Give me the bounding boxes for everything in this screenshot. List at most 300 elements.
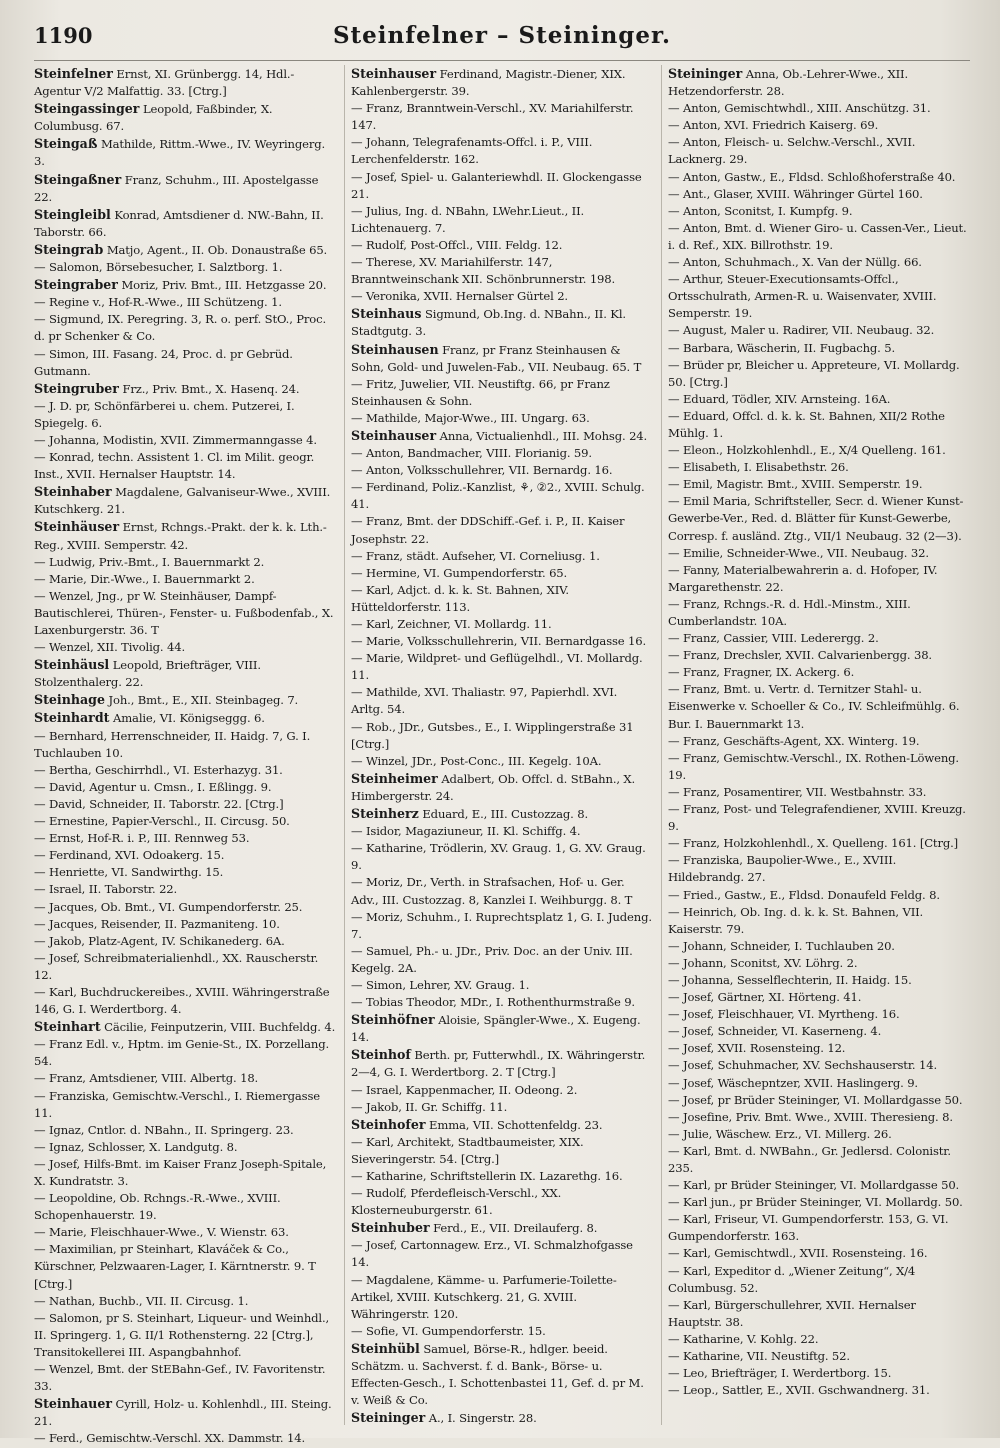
directory-entry <box>351 134 653 168</box>
repeat-dash: — <box>351 909 363 924</box>
entry-text: Franz, Fragner, IX. Ackerg. 6. <box>679 665 855 680</box>
entry-text: Josef, Wäschepntzer, XVII. Haslingerg. 9. <box>679 1075 918 1090</box>
surname: Steinhauser <box>351 427 437 443</box>
directory-entry <box>668 596 970 630</box>
directory-entry <box>34 639 336 656</box>
directory-entry <box>668 1177 970 1194</box>
entry-text: Franz, Schuhm., III. Apostelgasse 22. <box>34 172 319 204</box>
repeat-dash: — <box>668 1246 680 1261</box>
entry-text: Emil, Magistr. Bmt., XVIII. Semperstr. 19. <box>679 477 923 492</box>
repeat-dash: — <box>351 289 363 304</box>
entry-text: Konrad, techn. Assistent 1. Cl. im Milit. geogr. Inst., XVII. Hernalser Hauptstr. 14. <box>34 450 315 482</box>
entry-text: Ignaz, Schlosser, X. Landgutg. 8. <box>45 1139 238 1154</box>
entry-text: Anton, Bandmacher, VIII. Florianig. 59. <box>362 446 592 461</box>
directory-entry <box>34 656 336 691</box>
entry-text: Konrad, Amtsdiener d. NW.-Bahn, II. Taborstr. 66. <box>34 207 324 239</box>
entry-text: Josef, Fleischhauer, VI. Myrtheng. 16. <box>679 1007 900 1022</box>
repeat-dash: — <box>351 169 363 184</box>
repeat-dash: — <box>668 938 680 953</box>
directory-entry <box>351 565 653 582</box>
directory-entry <box>34 135 336 170</box>
entry-text: Josefine, Priv. Bmt. Wwe., XVIII. Theresieng. 8. <box>679 1109 953 1124</box>
directory-entry <box>668 357 970 391</box>
surname: Steinhauser <box>351 66 437 81</box>
entry-text: Josef, Schneider, VI. Kaserneng. 4. <box>679 1024 882 1039</box>
entry-text: Franz, Post- und Telegrafendiener, XVIII. Kreuzg. 9. <box>668 802 966 834</box>
entry-text: Rob., JDr., Gutsbes., E., I. Wipplingerstraße 31 [Ctrg.] <box>351 719 634 751</box>
surname: Steininger <box>351 1410 426 1426</box>
repeat-dash: — <box>34 882 46 897</box>
repeat-dash: — <box>668 1109 680 1124</box>
directory-entry <box>351 582 653 616</box>
repeat-dash: — <box>34 1037 46 1052</box>
directory-entry <box>668 801 970 835</box>
directory-entry <box>34 933 336 950</box>
directory-entry <box>668 1382 970 1399</box>
entry-text: Moriz, Schuhm., I. Ruprechtsplatz 1, G. I. Judeng. 7. <box>351 909 652 941</box>
directory-entry <box>668 989 970 1006</box>
entry-text: Adalbert, Ob. Offcl. d. StBahn., X. Himbergerstr. 24. <box>351 771 636 803</box>
entry-text: Karl, Architekt, Stadtbaumeister, XIX. Sieveringerstr. 54. [Ctrg.] <box>351 1134 584 1166</box>
directory-entry <box>668 1109 970 1126</box>
directory-entry <box>668 134 970 168</box>
repeat-dash: — <box>668 1383 680 1398</box>
directory-entry <box>351 633 653 650</box>
repeat-dash: — <box>34 1139 46 1154</box>
entry-text: Henriette, VI. Sandwirthg. 15. <box>45 865 224 880</box>
entry-text: Leo, Briefträger, I. Werdertborg. 15. <box>679 1366 892 1381</box>
directory-entry <box>351 753 653 770</box>
entry-text: Eduard, E., III. Custozzag. 8. <box>418 807 588 822</box>
directory-entry <box>351 1046 653 1081</box>
directory-entry <box>668 1126 970 1143</box>
entry-text: Leopold, Briefträger, VIII. Stolzenthalerg. 22. <box>34 658 261 690</box>
directory-entry <box>668 254 970 271</box>
entry-text: Julius, Ing. d. NBahn, LWehr.Lieut., II. Lichtenauerg. 7. <box>351 203 585 235</box>
surname: Steinhofer <box>351 1116 426 1132</box>
repeat-dash: — <box>34 1225 46 1240</box>
entry-text: Therese, XV. Mariahilferstr. 147, Branntweinschank XII. Schönbrunnerstr. 198. <box>351 255 616 287</box>
directory-entry <box>668 117 970 134</box>
entry-text: Joh., Bmt., E., XII. Steinbageg. 7. <box>105 693 299 708</box>
entry-text: Salomon, pr S. Steinhart, Liqueur- und Weinhdl., II. Springerg. 1, G. II/1 Rothensterng. 22 [Ctrg.], Transitokellerei III. Aspangbahnhof. <box>34 1310 330 1359</box>
directory-entry <box>351 237 653 254</box>
entry-text: Johanna, Sesselflechterin, II. Haidg. 15. <box>679 972 912 987</box>
entry-text: Franz, Amtsdiener, VIII. Albertg. 18. <box>45 1071 259 1086</box>
entry-text: Karl, Buchdruckereibes., XVIII. Währingerstraße 146, G. I. Werdertborg. 4. <box>34 984 330 1017</box>
directory-entry <box>34 449 336 483</box>
directory-entry <box>668 1297 970 1331</box>
directory-entry <box>351 1185 653 1219</box>
entry-text: Tobias Theodor, MDr., I. Rothenthurmstraße 9. <box>362 995 635 1010</box>
directory-entry <box>34 1293 336 1310</box>
directory-entry <box>34 100 336 135</box>
repeat-dash: — <box>351 995 363 1010</box>
repeat-dash: — <box>351 1323 363 1338</box>
directory-entry <box>668 203 970 220</box>
entry-text: Ferdinand, XVI. Odoakerg. 15. <box>45 848 225 863</box>
directory-entry <box>34 762 336 779</box>
repeat-dash: — <box>668 255 680 270</box>
repeat-dash: — <box>668 323 680 338</box>
surname: Steingaßner <box>34 171 122 187</box>
repeat-dash: — <box>668 682 680 697</box>
entry-text: Rudolf, Post-Offcl., VIII. Feldg. 12. <box>362 237 563 252</box>
entry-text: Julie, Wäschew. Erz., VI. Millerg. 26. <box>679 1126 892 1141</box>
surname: Steinherz <box>351 806 419 822</box>
entry-text: Sigmund, IX. Peregring. 3, R. o. perf. StO., Proc. d. pr Schenker & Co. <box>34 312 327 344</box>
repeat-dash: — <box>34 1431 46 1446</box>
directory-entry <box>668 1006 970 1023</box>
repeat-dash: — <box>668 391 680 406</box>
repeat-dash: — <box>668 990 680 1005</box>
entry-text: Anton, Schuhmach., X. Van der Nüllg. 66. <box>679 255 922 270</box>
directory-entry <box>351 684 653 718</box>
repeat-dash: — <box>668 972 680 987</box>
directory-entry <box>34 518 336 553</box>
surname: Steinhöfner <box>351 1012 435 1028</box>
directory-entry <box>34 779 336 796</box>
repeat-dash: — <box>34 865 46 880</box>
directory-entry <box>34 346 336 380</box>
entry-text: Karl, Expeditor d. „Wiener Zeitung“, X/4 Columbusg. 52. <box>668 1263 916 1295</box>
directory-entry <box>668 1331 970 1348</box>
directory-entry <box>351 427 653 445</box>
directory-entry <box>34 1241 336 1292</box>
repeat-dash: — <box>34 450 46 465</box>
repeat-dash: — <box>668 101 680 116</box>
repeat-dash: — <box>668 408 680 423</box>
entry-text: David, Schneider, II. Taborstr. 22. [Ctrg.] <box>45 796 284 811</box>
directory-entry <box>668 476 970 493</box>
repeat-dash: — <box>34 1071 46 1086</box>
directory-entry <box>668 169 970 186</box>
repeat-dash: — <box>668 836 680 851</box>
repeat-dash: — <box>668 562 680 577</box>
repeat-dash: — <box>34 571 46 586</box>
repeat-dash: — <box>34 1362 46 1377</box>
entry-text: Simon, Lehrer, XV. Graug. 1. <box>362 977 530 992</box>
directory-entry <box>668 1365 970 1382</box>
repeat-dash: — <box>668 1263 680 1278</box>
directory-entry <box>34 864 336 881</box>
repeat-dash: — <box>351 634 363 649</box>
repeat-dash: — <box>34 933 46 948</box>
directory-entry <box>351 341 653 376</box>
entry-text: Franziska, Baupolier-Wwe., E., XVIII. Hildebrandg. 27. <box>668 853 897 885</box>
directory-entry <box>351 823 653 840</box>
repeat-dash: — <box>668 1366 680 1381</box>
entry-text: Magdalene, Kämme- u. Parfumerie-Toilette-Artikel, XVIII. Kutschkerg. 21, G. XVIII. Währingerstr. 120. <box>351 1272 617 1321</box>
repeat-dash: — <box>351 719 363 734</box>
entry-text: Leopoldine, Ob. Rchngs.-R.-Wwe., XVIII. Schopenhauerstr. 19. <box>34 1191 281 1223</box>
entry-text: Marie, Dir.-Wwe., I. Bauernmarkt 2. <box>45 571 255 586</box>
directory-entry <box>668 852 970 886</box>
directory-entry <box>668 1040 970 1057</box>
page-number: 1190 <box>34 23 93 48</box>
directory-entry <box>668 664 970 681</box>
repeat-dash: — <box>34 346 46 361</box>
entry-text: Eduard, Tödler, XIV. Arnsteing. 16A. <box>679 391 891 406</box>
directory-entry <box>34 1122 336 1139</box>
directory-entry <box>351 65 653 100</box>
entry-text: Leop., Sattler, E., XVII. Gschwandnerg. 31. <box>679 1383 930 1398</box>
entry-text: Rudolf, Pferdefleisch-Verschl., XX. Klosterneuburgerstr. 61. <box>351 1186 562 1218</box>
directory-entry <box>351 805 653 823</box>
repeat-dash: — <box>668 1041 680 1056</box>
surname: Steinhage <box>34 692 105 708</box>
entry-text: Sofie, VI. Gumpendorferstr. 15. <box>362 1323 546 1338</box>
entry-text: Karl, Bmt. d. NWBahn., Gr. Jedlersd. Colonistr. 235. <box>668 1143 951 1175</box>
surname: Steininger <box>668 66 743 81</box>
repeat-dash: — <box>668 904 680 919</box>
surname: Steinhäusl <box>34 657 110 673</box>
entry-text: Anton, XVI. Friedrich Kaiserg. 69. <box>679 118 879 133</box>
directory-entry <box>34 1088 336 1122</box>
directory-entry <box>351 977 653 994</box>
directory-entry <box>668 1143 970 1177</box>
entry-text: Regine v., Hof-R.-Wwe., III Schützeng. 1. <box>45 295 282 310</box>
repeat-dash: — <box>668 1297 680 1312</box>
entry-text: Samuel, Ph.- u. JDr., Priv. Doc. an der Univ. III. Kegelg. 2A. <box>351 943 633 975</box>
entry-text: Franz Edl. v., Hptm. im Genie-St., IX. Porzellang. 54. <box>34 1037 330 1069</box>
entry-text: Karl, Friseur, VI. Gumpendorferstr. 153, G. VI. Gumpendorferstr. 163. <box>668 1212 949 1244</box>
directory-entry <box>34 65 336 100</box>
directory-entry <box>34 830 336 847</box>
entry-text: Katharine, VII. Neustiftg. 52. <box>679 1349 850 1364</box>
directory-entry <box>351 1237 653 1271</box>
repeat-dash: — <box>34 1156 46 1171</box>
entry-text: Fritz, Juwelier, VII. Neustiftg. 66, pr Franz Steinhausen & Sohn. <box>351 376 610 408</box>
surname: Steinhäuser <box>34 519 120 535</box>
entry-text: Sigmund, Ob.Ing. d. NBahn., II. Kl. Stadtgutg. 3. <box>351 307 626 339</box>
repeat-dash: — <box>351 824 363 839</box>
repeat-dash: — <box>668 118 680 133</box>
directory-entry <box>34 588 336 639</box>
entry-text: Mathilde, XVI. Thaliastr. 97, Papierhdl. XVI. Arltg. 54. <box>351 685 618 717</box>
repeat-dash: — <box>34 1293 46 1308</box>
repeat-dash: — <box>34 848 46 863</box>
directory-entry <box>34 398 336 432</box>
repeat-dash: — <box>668 494 680 509</box>
directory-entry <box>668 562 970 596</box>
directory-entry <box>34 571 336 588</box>
entry-text: Wenzel, Jng., pr W. Steinhäuser, Dampf-Bautischlerei, Thüren-, Fenster- u. Fußbodenfab., X. Laxenburgerstr. 36. T <box>34 588 334 637</box>
directory-entry <box>351 874 653 908</box>
directory-entry <box>34 1190 336 1224</box>
directory-entry <box>34 796 336 813</box>
entry-text: Karl, Gemischtwdl., XVII. Rosensteing. 16. <box>679 1246 928 1261</box>
repeat-dash: — <box>668 357 680 372</box>
directory-entry <box>351 376 653 410</box>
entry-text: Josef, Schreibmaterialienhdl., XX. Rauscherstr. 12. <box>34 950 319 982</box>
repeat-dash: — <box>351 977 363 992</box>
directory-entry <box>668 733 970 750</box>
repeat-dash: — <box>351 255 363 270</box>
repeat-dash: — <box>351 582 363 597</box>
directory-entry <box>668 681 970 732</box>
entry-text: Mathilde, Major-Wwe., III. Ungarg. 63. <box>362 410 590 425</box>
directory-entry <box>668 887 970 904</box>
entry-text: Isidor, Magaziuneur, II. Kl. Schiffg. 4. <box>362 824 581 839</box>
directory-entry <box>668 647 970 664</box>
surname: Steingaß <box>34 136 98 152</box>
repeat-dash: — <box>668 784 680 799</box>
repeat-dash: — <box>668 887 680 902</box>
repeat-dash: — <box>351 237 363 252</box>
entry-text: Leopold, Faßbinder, X. Columbusg. 67. <box>34 102 273 134</box>
repeat-dash: — <box>34 814 46 829</box>
repeat-dash: — <box>668 186 680 201</box>
entry-text: Amalie, VI. Königseggg. 6. <box>109 711 265 726</box>
repeat-dash: — <box>668 1075 680 1090</box>
directory-entry <box>668 1075 970 1092</box>
entry-text: Hermine, VI. Gumpendorferstr. 65. <box>362 565 568 580</box>
entry-text: Marie, Fleischhauer-Wwe., V. Wienstr. 63. <box>45 1225 289 1240</box>
column-1 <box>34 65 336 1446</box>
directory-entry <box>668 100 970 117</box>
entry-text: Josef, Cartonnagew. Erz., VI. Schmalzhofgasse 14. <box>351 1238 633 1270</box>
repeat-dash: — <box>668 340 680 355</box>
repeat-dash: — <box>34 260 46 275</box>
directory-entry <box>668 545 970 562</box>
directory-entry <box>668 459 970 476</box>
surname: Steinhübl <box>351 1340 420 1356</box>
repeat-dash: — <box>351 410 363 425</box>
directory-entry <box>351 650 653 684</box>
entry-text: Johanna, Modistin, XVII. Zimmermanngasse 4. <box>45 432 317 447</box>
directory-entry <box>351 254 653 288</box>
directory-entry <box>34 206 336 241</box>
repeat-dash: — <box>668 596 680 611</box>
repeat-dash: — <box>351 1272 363 1287</box>
repeat-dash: — <box>351 841 363 856</box>
repeat-dash: — <box>351 548 363 563</box>
repeat-dash: — <box>34 312 46 327</box>
entry-text: Emma, VII. Schottenfeldg. 23. <box>425 1117 603 1132</box>
directory-entry <box>351 1219 653 1237</box>
directory-entry <box>34 1070 336 1087</box>
repeat-dash: — <box>34 398 46 413</box>
repeat-dash: — <box>668 1126 680 1141</box>
entry-text: Jacques, Reisender, II. Pazmaniteng. 10. <box>45 916 280 931</box>
entry-text: Bertha, Geschirrhdl., VI. Esterhazyg. 31. <box>45 762 283 777</box>
directory-entry <box>351 1134 653 1168</box>
surname: Steinhauer <box>34 1396 112 1412</box>
repeat-dash: — <box>668 460 680 475</box>
running-head: Steinfelner – Steininger. <box>332 22 672 49</box>
entry-text: Johann, Telegrafenamts-Offcl. i. P., VIII. Lerchenfelderstr. 162. <box>351 135 593 167</box>
directory-entry <box>668 1092 970 1109</box>
directory-entry <box>34 1018 336 1036</box>
directory-entry <box>668 1023 970 1040</box>
entry-text: Ernestine, Papier-Verschl., II. Circusg. 50. <box>45 814 290 829</box>
directory-entry <box>351 479 653 513</box>
repeat-dash: — <box>668 802 680 817</box>
entry-text: August, Maler u. Radirer, VII. Neubaug. 32. <box>679 323 935 338</box>
entry-text: Karl, Zeichner, VI. Mollardg. 11. <box>362 617 552 631</box>
directory-entry <box>351 994 653 1011</box>
directory-entry <box>668 1245 970 1262</box>
entry-text: Franz, Geschäfts-Agent, XX. Winterg. 19. <box>679 733 920 748</box>
directory-entry <box>351 770 653 805</box>
repeat-dash: — <box>668 1212 680 1227</box>
repeat-dash: — <box>351 514 363 529</box>
entry-text: Brüder pr, Bleicher u. Appreteure, VI. Mollardg. 50. [Ctrg.] <box>668 357 960 389</box>
entry-text: Marie, Wildpret- und Geflügelhdl., VI. Mollardg. 11. <box>351 651 643 683</box>
repeat-dash: — <box>668 545 680 560</box>
repeat-dash: — <box>668 135 680 150</box>
entry-text: Franziska, Gemischtw.-Verschl., I. Riemergasse 11. <box>34 1088 320 1120</box>
repeat-dash: — <box>351 617 363 631</box>
entry-text: Franz, pr Franz Steinhausen & Sohn, Gold- und Juwelen-Fab., VII. Neubaug. 65. T <box>351 342 642 374</box>
entry-text: Heinrich, Ob. Ing. d. k. k. St. Bahnen, VII. Kaiserstr. 79. <box>668 904 924 936</box>
entry-text: J. D. pr, Schönfärberei u. chem. Putzerei, I. Spiegelg. 6. <box>34 398 295 430</box>
entry-text: Karl, pr Brüder Steininger, VI. Mollardgasse 50. <box>679 1178 960 1193</box>
directory-entry <box>668 1211 970 1245</box>
entry-text: Anton, Gemischtwhdl., XIII. Anschützg. 31. <box>679 101 931 116</box>
repeat-dash: — <box>34 554 46 569</box>
repeat-dash: — <box>34 295 46 310</box>
entry-text: Cäcilie, Feinputzerin, VIII. Buchfeldg. 4. <box>100 1020 336 1035</box>
directory-entry <box>34 432 336 449</box>
entry-text: Anton, Fleisch- u. Selchw.-Verschl., XVII. Lacknerg. 29. <box>668 135 916 167</box>
entry-text: Anna, Victualienhdl., III. Mohsg. 24. <box>436 428 648 443</box>
repeat-dash: — <box>34 762 46 777</box>
entry-text: Salomon, Börsebesucher, I. Salztborg. 1. <box>45 260 283 275</box>
directory-entry <box>351 288 653 305</box>
repeat-dash: — <box>351 1099 363 1114</box>
entry-text: Ferdinand, Magistr.-Diener, XIX. Kahlenbergerstr. 39. <box>351 67 626 99</box>
entry-text: Franz, Posamentirer, VII. Westbahnstr. 33. <box>679 784 927 799</box>
surname: Steingraber <box>34 277 118 293</box>
surname: Steinfelner <box>34 66 113 81</box>
entry-text: Johann, Schneider, I. Tuchlauben 20. <box>679 938 895 953</box>
entry-text: Anton, Gastw., E., Fldsd. Schloßhoferstraße 40. <box>679 169 956 184</box>
directory-entry <box>668 65 970 100</box>
entry-text: Barbara, Wäscherin, II. Fugbachg. 5. <box>679 340 896 355</box>
entry-text: Ferdinand, Poliz.-Kanzlist, ⚘, ②2., XVIII. Schulg. 41. <box>351 480 645 512</box>
directory-entry <box>668 391 970 408</box>
entry-text: Josef, Gärtner, XI. Hörteng. 41. <box>679 990 862 1005</box>
repeat-dash: — <box>351 1082 363 1097</box>
entry-text: David, Agentur u. Cmsn., I. Eßlingg. 9. <box>45 779 272 794</box>
entry-text: Nathan, Buchb., VII. II. Circusg. 1. <box>45 1293 249 1308</box>
entry-text: Matjo, Agent., II. Ob. Donaustraße 65. <box>103 242 328 257</box>
repeat-dash: — <box>351 685 363 700</box>
repeat-dash: — <box>34 728 46 743</box>
entry-text: Emilie, Schneider-Wwe., VII. Neubaug. 32. <box>679 545 929 560</box>
entry-text: Josef, XVII. Rosensteing. 12. <box>679 1041 846 1056</box>
directory-entry <box>351 616 653 633</box>
directory-entry <box>351 1082 653 1099</box>
repeat-dash: — <box>351 446 363 461</box>
entry-text: Anton, Bmt. d. Wiener Giro- u. Cassen-Ver., Lieut. i. d. Ref., XIX. Billrothstr. 19. <box>668 220 967 252</box>
repeat-dash: — <box>351 1134 363 1149</box>
directory-entry <box>668 750 970 784</box>
directory-entry <box>668 938 970 955</box>
directory-entry <box>668 630 970 647</box>
repeat-dash: — <box>668 1058 680 1073</box>
repeat-dash: — <box>34 916 46 931</box>
directory-entry <box>34 380 336 398</box>
directory-entry <box>351 548 653 565</box>
repeat-dash: — <box>668 1331 680 1346</box>
entry-text: Katharine, Schriftstellerin IX. Lazarethg. 16. <box>362 1169 623 1183</box>
repeat-dash: — <box>34 899 46 914</box>
directory-entry <box>34 847 336 864</box>
repeat-dash: — <box>34 950 46 965</box>
